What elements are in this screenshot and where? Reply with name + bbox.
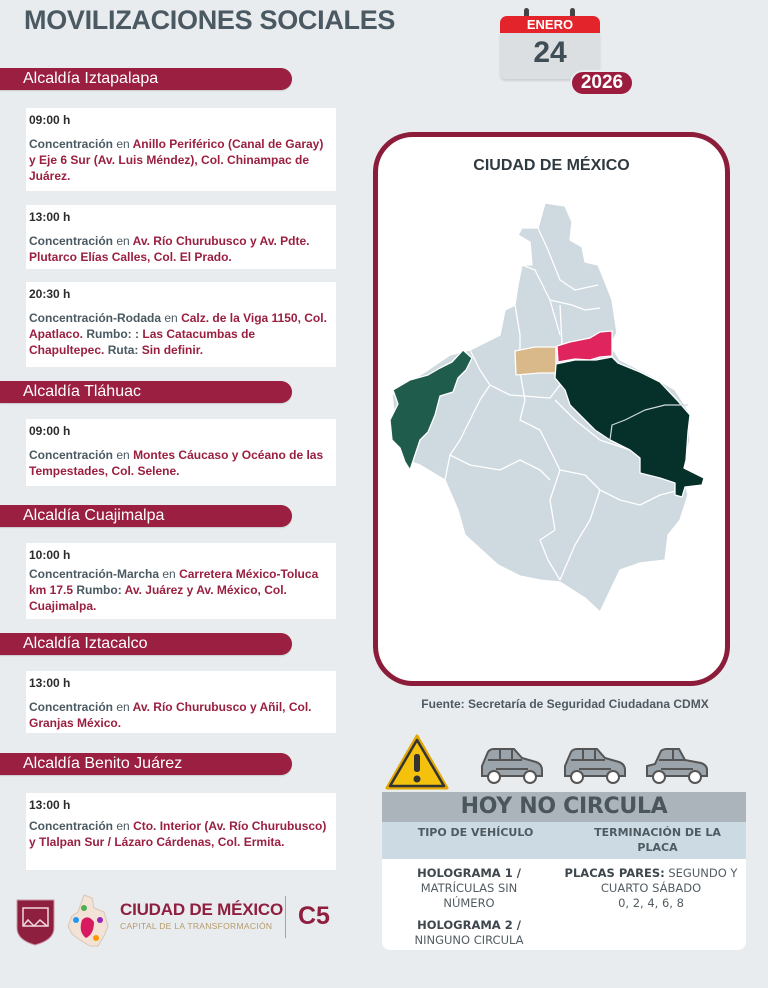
footer-logos [14,890,364,950]
event-card [26,671,336,733]
section-header-tlahuac: Alcaldía Tláhuac [0,381,292,403]
footer-divider [285,896,286,938]
event-location: Calz. de la Viga 1150, Col. Apatlaco. [29,311,327,341]
map-title: CIUDAD DE MÉXICO [473,157,630,174]
event-type: Concentración-Marcha [29,567,160,581]
event-type: Concentración [29,137,114,151]
hoy-no-circula-body [382,859,746,948]
event-time: 13:00 h [29,210,71,224]
warning-icon [387,736,447,788]
event-connector: en [162,567,176,581]
event-connector: en [164,311,178,325]
placas-digits: 0, 2, 4, 6, 8 [618,896,684,910]
event-location: Cto. Interior (Av. Río Churubusco) y Tlalpan Sur / Lázaro Cárdenas, Col. Ermita. [29,819,327,849]
event-card [26,205,336,269]
section-header-benito-juarez: Alcaldía Benito Juárez [0,753,292,775]
placas-value: SEGUNDO Y CUARTO SÁBADO [600,866,738,895]
event-route-label: Rumbo: : [86,327,140,341]
event-connector: en [116,819,130,833]
event-route-label: Rumbo: [76,583,122,597]
event-connector: en [116,700,130,714]
map-panel [373,132,730,686]
event-location: Av. Río Churubusco y Av. Pdte. Plutarco Elías Calles, Col. El Prado. [29,234,310,264]
logo-icons [14,890,114,950]
event-route: Av. Juárez y Av. México, Col. Cuajimalpa. [29,583,287,613]
event-time: 09:00 h [29,424,71,438]
event-description [29,233,332,265]
cdmx-map-logo-icon [68,895,108,946]
placas-label: PLACAS PARES: [564,866,665,880]
hoy-no-circula-headers [382,822,746,859]
section-header-iztacalco: Alcaldía Iztacalco [0,633,292,655]
event-card [26,108,336,191]
event-card [26,793,336,870]
vehicle-type-cell [382,866,556,948]
event-card [26,419,336,486]
event-location: Av. Río Churubusco y Añil, Col. Granjas México. [29,700,312,730]
event-type: Concentración [29,700,114,714]
event-description [29,699,332,731]
car-icon [482,749,542,783]
org-name: CIUDAD DE MÉXICO [120,900,284,919]
event-type: Concentración [29,819,114,833]
event-description [29,136,332,184]
event-time: 13:00 h [29,798,71,812]
hoy-no-circula-panel [382,792,746,950]
event-time: 09:00 h [29,113,71,127]
event-path: Sin definir. [141,343,204,357]
map-source: Fuente: Secretaría de Seguridad Ciudadana CDMX [421,697,709,711]
event-connector: en [116,448,130,462]
event-description [29,566,332,614]
event-description [29,310,332,358]
event-time: 20:30 h [29,287,71,301]
event-type: Concentración [29,448,114,462]
event-route: Las Catacumbas de Chapultepec. [29,327,256,357]
cdmx-map [378,137,725,681]
org-tagline: CAPITAL DE LA TRANSFORMACIÓN [120,921,273,931]
column-header-vehicle-type: TIPO DE VEHÍCULO [417,826,534,839]
hoy-no-circula-title: HOY NO CIRCULA [382,792,746,822]
event-type: Concentración [29,234,114,248]
coat-of-arms-icon [17,900,54,945]
event-location: Montes Cáucaso y Océano de las Tempestades, Col. Selene. [29,448,324,478]
holograma1-label: HOLOGRAMA 1 / [417,866,521,880]
event-description [29,818,332,850]
section-header-cuajimalpa: Alcaldía Cuajimalpa [0,505,292,527]
event-time: 10:00 h [29,548,71,562]
event-location: Carretera México-Toluca km 17.5 [29,567,319,597]
event-description [29,447,332,479]
event-location: Anillo Periférico (Canal de Garay) y Eje 6 Sur (Av. Luis Méndez), Col. Chinampac de Juárez. [29,137,324,183]
event-path-label: Ruta: [107,343,139,357]
car-icon [565,749,625,783]
page-title: MOVILIZACIONES SOCIALES [24,5,396,35]
car-icon [647,749,707,783]
map-region-benito-juarez [515,347,556,375]
calendar-month: ENERO [500,16,600,33]
event-type: Concentración-Rodada [29,311,162,325]
agency-logo: C5 [298,902,330,930]
event-connector: en [116,234,130,248]
holograma2-value: NINGUNO CIRCULA [414,933,524,947]
holograma2-label: HOLOGRAMA 2 / [417,918,521,932]
calendar-day: 24 [500,33,600,79]
event-card [26,282,336,367]
hoy-no-circula-icons [385,730,745,792]
column-header-plate-ending: TERMINACIÓN DE LA PLACA [594,826,721,854]
event-card [26,543,336,619]
calendar-year: 2026 [570,70,634,96]
holograma1-value: MATRÍCULAS SIN NÚMERO [420,881,518,910]
section-header-iztapalapa: Alcaldía Iztapalapa [0,68,292,90]
plate-ending-cell [556,866,746,948]
event-connector: en [116,137,130,151]
event-time: 13:00 h [29,676,71,690]
